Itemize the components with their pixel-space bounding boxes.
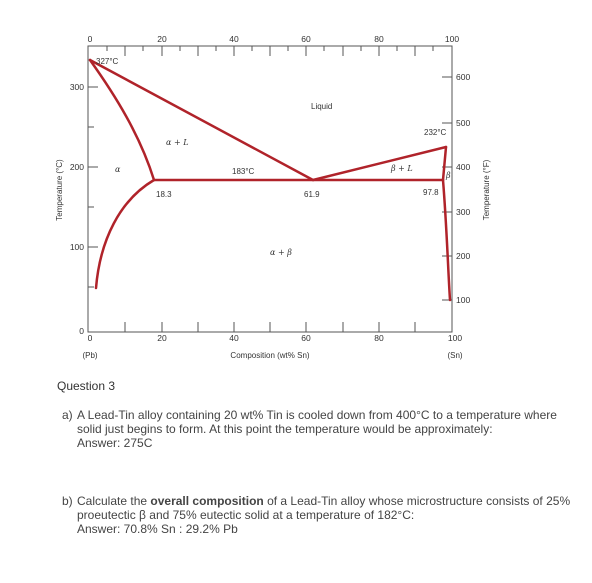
part-b-text-bold: overall composition (150, 494, 264, 508)
bottom-tick-20: 20 (157, 333, 167, 343)
left-tick-100: 100 (69, 242, 84, 252)
part-b-text-after: of a Lead-Tin alloy whose microstructure consists of 25% proeutectic β and 75% eutectic solid at a temperature of 182°C: (77, 494, 571, 522)
liquidus-right (313, 147, 446, 180)
pb-melting-label: 327°C (96, 57, 119, 66)
part-a-text: A Lead-Tin alloy containing 20 wt% Tin is cooled down from 400°C to a temperature where solid just begins to form. At this point the temperature would be approximately: (77, 408, 557, 436)
bottom-axis-ticks (125, 322, 415, 332)
solvus-right (443, 180, 450, 300)
alpha-limit-label: 18.3 (156, 190, 172, 199)
question-title: Question 3 (57, 379, 116, 393)
left-tick-200: 200 (69, 162, 84, 172)
bottom-tick-40: 40 (229, 333, 239, 343)
part-b-text (77, 494, 582, 522)
right-tick-500: 500 (456, 118, 471, 128)
part-a-answer: Answer: 275C (77, 436, 153, 450)
right-axis-label: Temperature (°F) (482, 159, 491, 221)
top-tick-0: 0 (87, 34, 93, 44)
pb-label: (Pb) (82, 351, 98, 360)
top-axis-ticks (107, 46, 433, 56)
solvus-left (96, 180, 154, 288)
question-part-a (62, 408, 582, 450)
right-tick-100: 100 (456, 295, 471, 305)
alpha-liquid-label: α + L (166, 138, 189, 147)
sn-melting-label: 232°C (424, 128, 447, 137)
liquidus-left (90, 60, 313, 180)
bottom-tick-0: 0 (87, 333, 93, 343)
beta-limit-label: 97.8 (423, 188, 439, 197)
left-axis-ticks (88, 87, 98, 287)
part-b-text-before: Calculate the (77, 494, 151, 508)
bottom-tick-60: 60 (301, 333, 311, 343)
eutectic-temp-label: 183°C (232, 167, 255, 176)
part-b-answer: Answer: 70.8% Sn : 29.2% Pb (77, 522, 238, 536)
left-tick-300: 300 (69, 82, 84, 92)
eutectic-comp-label: 61.9 (304, 190, 320, 199)
x-axis-label: Composition (wt% Sn) (230, 351, 310, 360)
right-tick-600: 600 (456, 72, 471, 82)
top-tick-100: 100 (444, 34, 460, 44)
right-tick-300: 300 (456, 207, 471, 217)
part-b-letter: b) (62, 494, 73, 508)
phase-boundaries (90, 60, 450, 300)
right-tick-200: 200 (456, 251, 471, 261)
top-tick-20: 20 (157, 34, 167, 44)
top-tick-40: 40 (229, 34, 239, 44)
beta-label: β (446, 171, 451, 180)
question-part-b (62, 494, 582, 536)
top-tick-60: 60 (301, 34, 311, 44)
sn-label: (Sn) (447, 351, 463, 360)
alpha-label: α (115, 165, 121, 174)
bottom-tick-80: 80 (374, 333, 384, 343)
right-tick-400: 400 (456, 162, 471, 172)
left-axis-label: Temperature (°C) (55, 159, 64, 221)
left-tick-0: 0 (79, 326, 84, 336)
part-a-letter: a) (62, 408, 73, 422)
bottom-tick-100: 100 (447, 333, 463, 343)
top-tick-80: 80 (374, 34, 384, 44)
liquid-label: Liquid (311, 102, 333, 111)
beta-liquid-label: β + L (391, 164, 413, 173)
alpha-beta-label: α + β (270, 248, 292, 257)
